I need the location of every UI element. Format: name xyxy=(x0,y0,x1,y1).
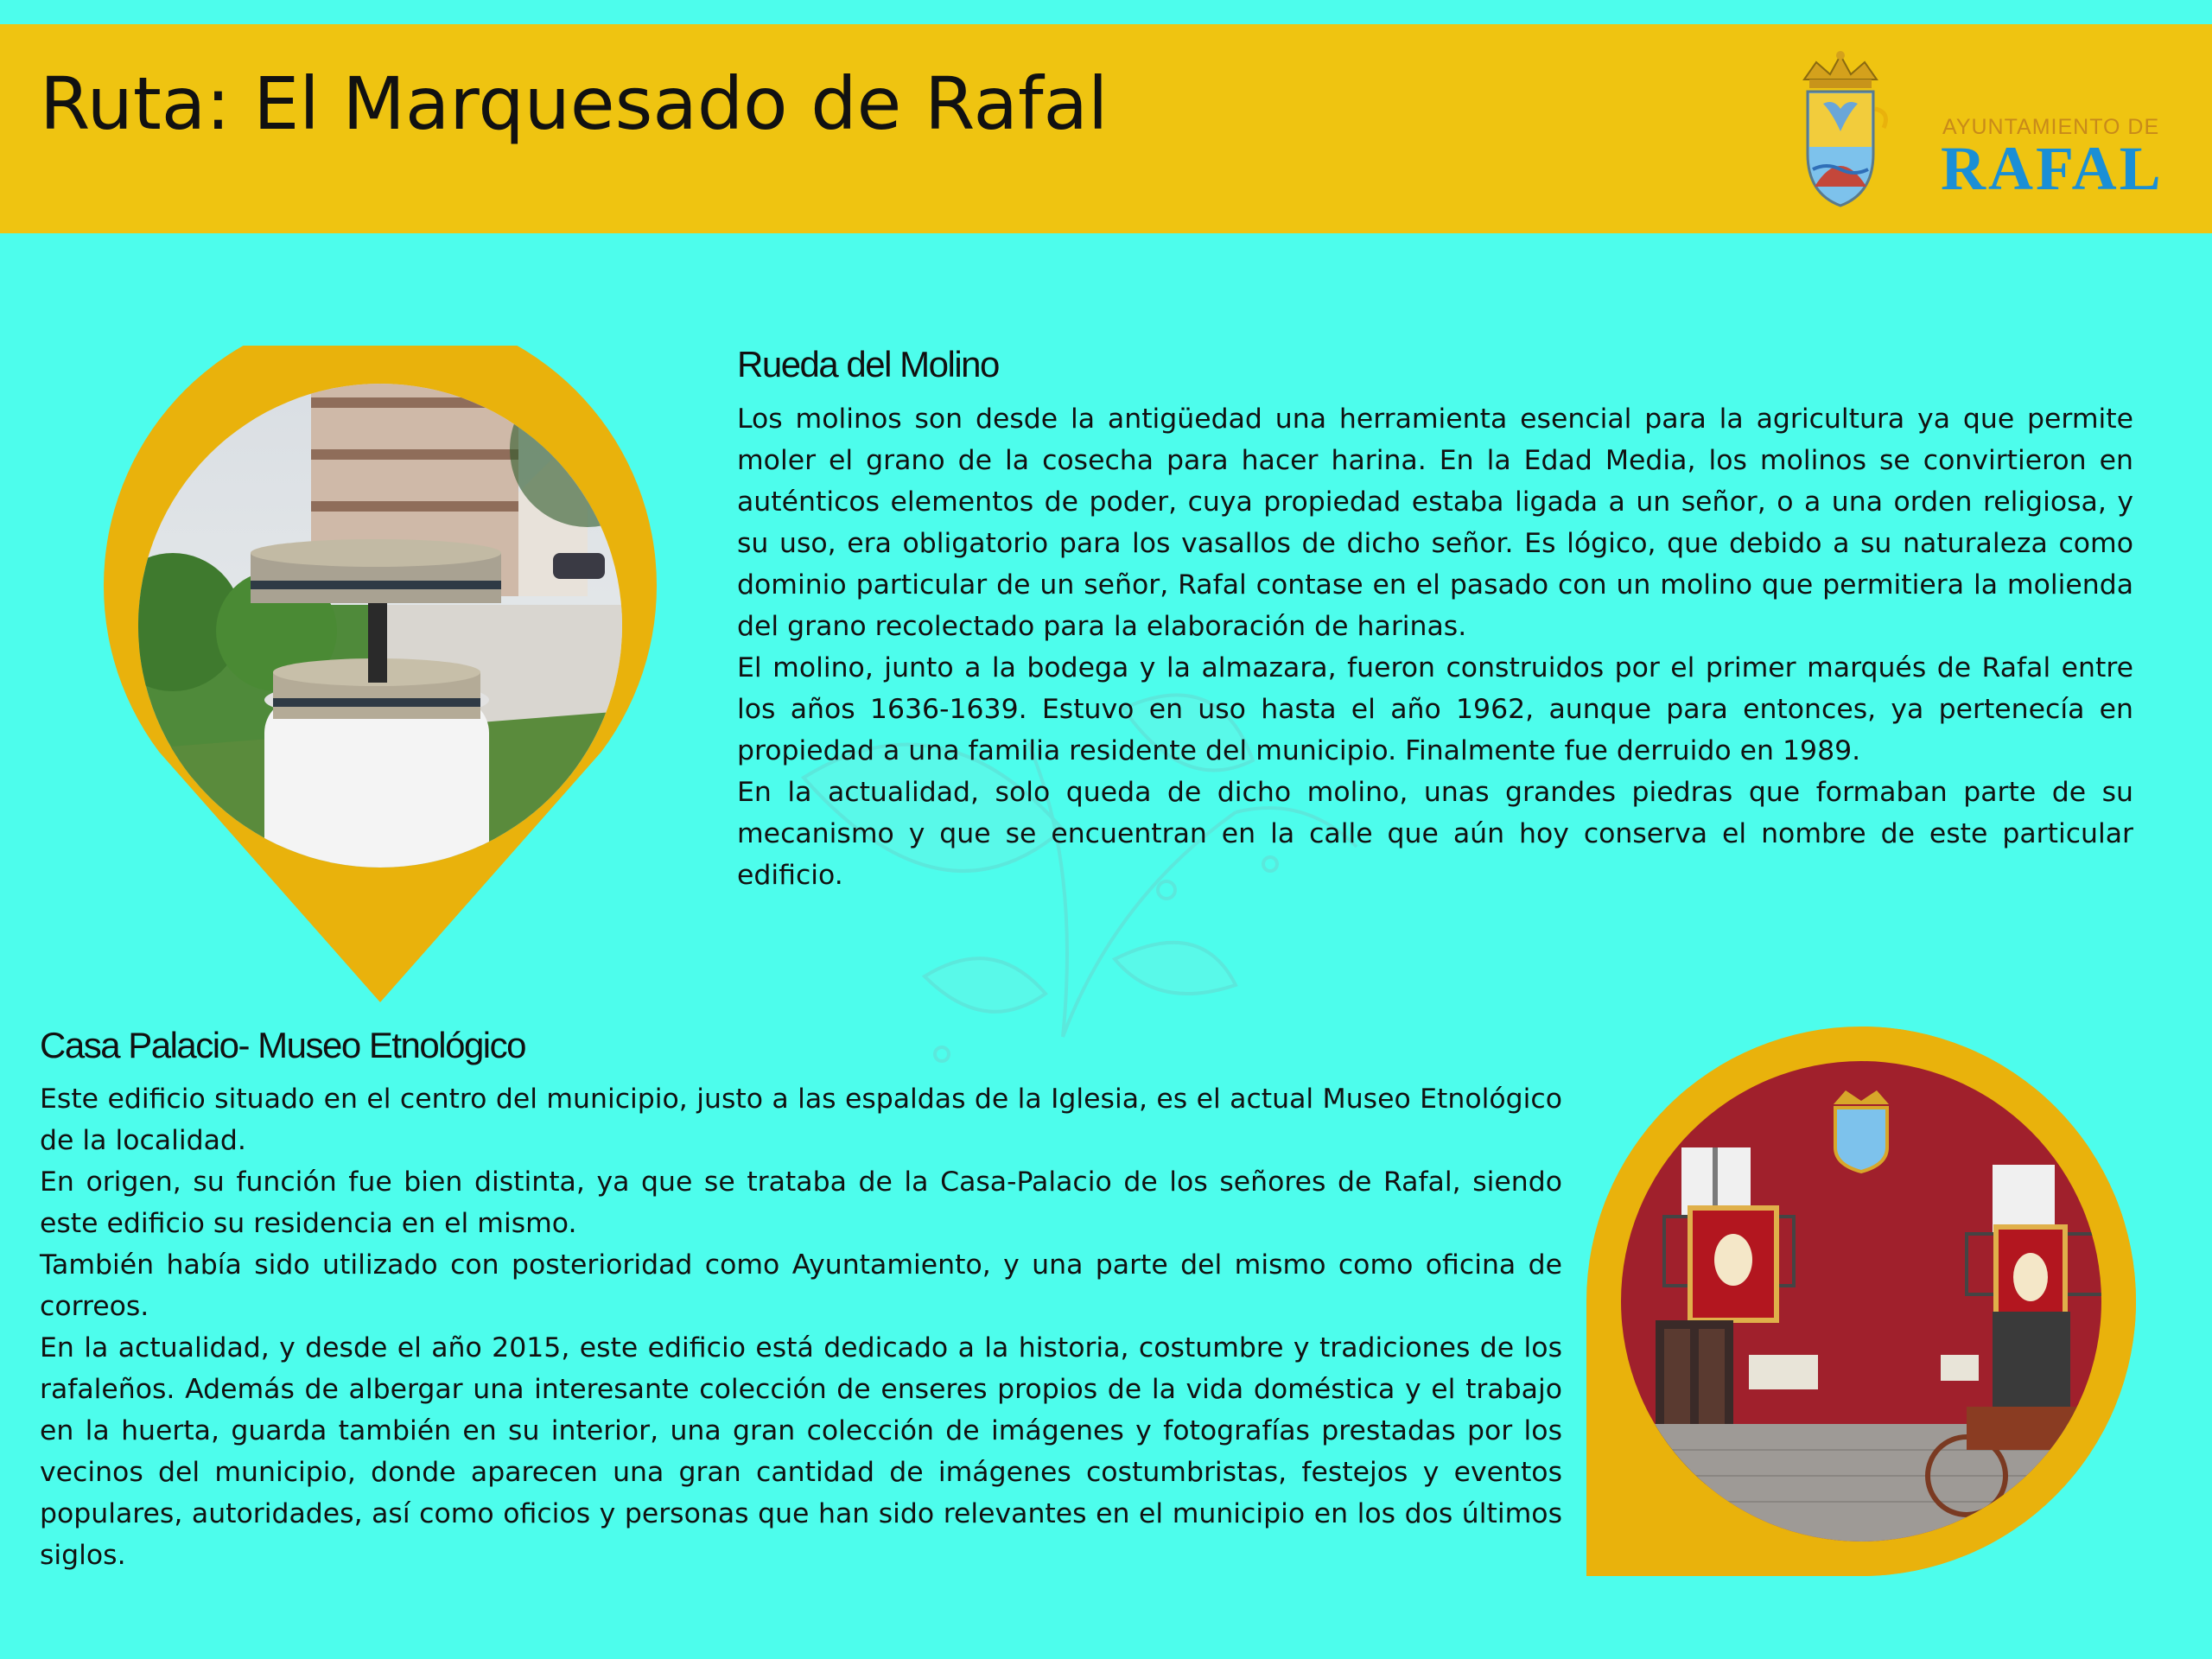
section-body-molino xyxy=(737,398,2133,896)
paragraph: En la actualidad, solo queda de dicho molino, unas grandes piedras que formaban parte de su mecanismo y que se encuentran en la calle que aún hoy conserva el nombre de este particular edificio. xyxy=(737,777,2133,891)
page-title: Ruta: El Marquesado de Rafal xyxy=(40,61,1109,146)
paragraph: En origen, su función fue bien distinta, ya que se trataba de la Casa-Palacio de los señores de Rafal, siendo este edificio su residencia en el mismo. xyxy=(40,1166,1562,1239)
section-heading-molino: Rueda del Molino xyxy=(737,344,999,385)
paragraph: En la actualidad, y desde el año 2015, este edificio está dedicado a la historia, costumbre y tradiciones de los rafaleños. Además de albergar una interesante colección de enseres propios de la vida doméstica y el trabajo en la huerta, guarda también en su interior, una gran colección de imágenes y fotografías prestadas por los vecinos del municipio, donde aparecen una gran cantidad de imágenes costumbristas, festejos y eventos populares, autoridades, así como oficios y personas que han sido relevantes en el municipio en los dos últimos siglos. xyxy=(40,1332,1562,1571)
paragraph: Los molinos son desde la antigüedad una herramienta esencial para la agricultura ya que permite moler el grano de la cosecha para hacer harina. En la Edad Media, los molinos se convirtieron en auténticos elementos de poder, cuya propiedad estaba ligada a un señor, o a una orden religiosa, y su uso, era obligatorio para los vasallos de dicho señor. Es lógico, que debido a su naturaleza como dominio particular de un señor, Rafal contase en el pasado con un molino que permitiera la molienda del grano recolectado para la elaboración de harinas. xyxy=(737,404,2133,642)
section-body-museo xyxy=(40,1078,1562,1576)
millstone-photo-pin xyxy=(104,346,657,1011)
paragraph: El molino, junto a la bodega y la almazara, fueron construidos por el primer marqués de Rafal entre los años 1636-1639. Estuvo en uso hasta el año 1962, aunque para entonces, ya pertenecía en propiedad a una familia residente del municipio. Finalmente fue derruido en 1989. xyxy=(737,652,2133,766)
paragraph: También había sido utilizado con posterioridad como Ayuntamiento, y una parte del mismo como oficina de correos. xyxy=(40,1249,1562,1322)
logo-caption: AYUNTAMIENTO DE xyxy=(1942,115,2160,139)
museum-photo-disc xyxy=(1586,1027,2136,1576)
section-heading-museo: Casa Palacio- Museo Etnológico xyxy=(40,1025,525,1065)
logo-name: RAFAL xyxy=(1941,134,2164,203)
paragraph: Este edificio situado en el centro del municipio, justo a las espaldas de la Iglesia, es el actual Museo Etnológico de la localidad. xyxy=(40,1084,1562,1156)
